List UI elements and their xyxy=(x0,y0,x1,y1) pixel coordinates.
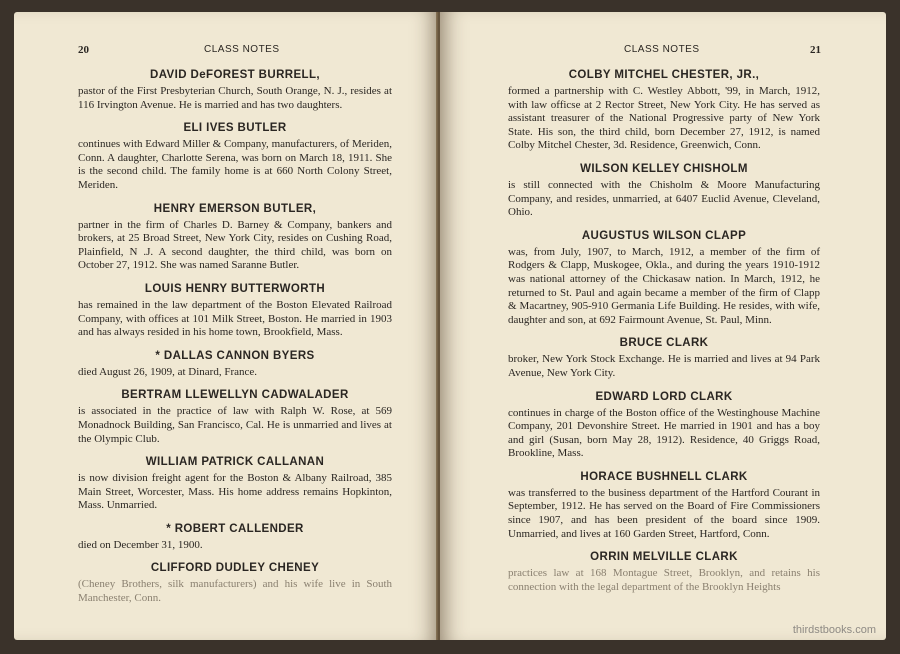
entry-name: ELI IVES BUTLER xyxy=(183,122,287,135)
entry-text: was transferred to the business department of the Hartford Courant in September, 1912. He has served on the Board of Fire Commissioners since 1907, and has been president of the board since 1909. Unmarried, and lives at 160 Garden Street, Hartford, Conn. xyxy=(508,486,820,540)
entry-text: formed a partnership with C. Westley Abbott, '99, in March, 1912, with law officse at 2 Rector Street, New York City. He has served as assistant treasurer of the National Progressive party of New York State. His son, the third child, born December 27, 1912, is named Colby Mitchel Chester, 3d. Residence, Greenwich, Conn. xyxy=(508,85,820,152)
entry-name: BERTRAM LLEWELLYN CADWALADER xyxy=(121,389,349,402)
running-head: CLASS NOTES xyxy=(624,44,700,55)
entry-text: continues in charge of the Boston office of the Westinghouse Machine Company, 201 Devonshire Street. He married in 1901 and has a boy and girl (Susan, born May 28, 1912). Residence, 40 Griggs Road, Brookline, Mass. xyxy=(508,406,820,460)
entry xyxy=(78,202,392,273)
entry-name: CLIFFORD DUDLEY CHENEY xyxy=(150,562,320,575)
entry xyxy=(78,522,392,553)
entry-name: * ROBERT CALLENDER xyxy=(166,522,304,535)
entry-text: partner in the firm of Charles D. Barney & Company, bankers and brokers, at 25 Broad Street, New York City, resides on Cushing Road, Plainfield, N .J. A second daughter, the third child, was born on October 27, 1912. She was named Saranne Butler. xyxy=(78,218,392,272)
entry-text: is now division freight agent for the Boston & Albany Railroad, 385 Main Street, Worcester, Mass. His home address remains Hopkinton, Mass. Unmarried. xyxy=(78,472,392,512)
entry-text: died on December 31, 1900. xyxy=(78,538,203,551)
entry-text: (Cheney Brothers, silk manufacturers) and his wife live in South Manchester, Conn. xyxy=(78,578,392,605)
entry xyxy=(78,455,392,513)
page-number: 21 xyxy=(810,44,821,56)
entry xyxy=(78,561,392,605)
entry-text: pastor of the First Presbyterian Church, South Orange, N. J., resides at 116 Irvington Avenue. He is married and has two daughters. xyxy=(78,85,392,111)
entry-name: WILSON KELLEY CHISHOLM xyxy=(580,162,748,175)
entry xyxy=(78,388,392,446)
left-page xyxy=(14,12,438,640)
entry-name: AUGUSTUS WILSON CLAPP xyxy=(581,229,747,242)
running-head: CLASS NOTES xyxy=(204,44,280,55)
entry xyxy=(78,68,392,112)
entry-name: WILLIAM PATRICK CALLANAN xyxy=(145,456,325,469)
page-number: 20 xyxy=(78,44,89,56)
entry-text: has remained in the law department of the Boston Elevated Railroad Company, with offices at 101 Milk Street, Boston. He married in 1903 and has always resided in his home town, Brookfield, Mass. xyxy=(78,298,392,339)
entry-name: EDWARD LORD CLARK xyxy=(595,390,733,403)
entry-name: DAVID DeFOREST BURRELL, xyxy=(150,69,320,81)
entry xyxy=(78,349,392,380)
entry-text: is associated in the practice of law with Ralph W. Rose, at 569 Monadnock Building, San Francisco, Cal. He is unmarried and lives at the Olympic Club. xyxy=(78,405,392,445)
entry-text: broker, New York Stock Exchange. He is married and lives at 94 Park Avenue, New York City. xyxy=(508,353,820,379)
entry-name: COLBY MITCHEL CHESTER, JR., xyxy=(568,69,760,81)
entry xyxy=(78,282,392,340)
entry xyxy=(508,68,820,153)
right-column xyxy=(508,68,820,603)
entry-name: HORACE BUSHNELL CLARK xyxy=(580,470,748,483)
entry xyxy=(508,162,820,220)
entry-text: continues with Edward Miller & Company, manufacturers, of Meriden, Conn. A daughter, Charlotte Serena, was born on March 18, 1911. She is the second child. The family home is at 660 North Colony Street, Meriden. xyxy=(78,138,392,191)
entry xyxy=(508,390,820,461)
entry-text: was, from July, 1907, to March, 1912, a member of the firm of Rodgers & Clapp, Muskogee, Okla., and during the years 1910-1912 was national attorney of the Chickasaw nation. In March, 1912, he returned to St. Paul and again became a member of the firm of Clapp & Macartney, 905-910 Germania Life Building. He resides, with wife, daughter and son, at 692 Fairmount Avenue, St. Paul, Minn. xyxy=(508,245,820,326)
entry-name: BRUCE CLARK xyxy=(619,337,709,350)
entry-text: is still connected with the Chisholm & Moore Manufacturing Company, and resides, unmarried, at 6407 Euclid Avenue, Cleveland, Ohio. xyxy=(508,178,820,219)
left-column xyxy=(78,68,392,615)
entry xyxy=(508,550,820,594)
entry-name: ORRIN MELVILLE CLARK xyxy=(590,551,738,564)
watermark: thirdstbooks.com xyxy=(792,624,876,636)
entry xyxy=(508,336,820,380)
entry-text: died August 26, 1909, at Dinard, France. xyxy=(78,365,258,378)
entry-name: HENRY EMERSON BUTLER, xyxy=(153,202,317,215)
right-page xyxy=(440,12,886,640)
entry-name: LOUIS HENRY BUTTERWORTH xyxy=(144,282,326,295)
entry xyxy=(78,121,392,192)
entry-text: practices law at 168 Montague Street, Brooklyn, and retains his connection with the legal department of the Brooklyn Heights xyxy=(508,567,820,593)
entry-name: * DALLAS CANNON BYERS xyxy=(155,349,315,362)
entry xyxy=(508,229,820,328)
entry xyxy=(508,470,820,541)
